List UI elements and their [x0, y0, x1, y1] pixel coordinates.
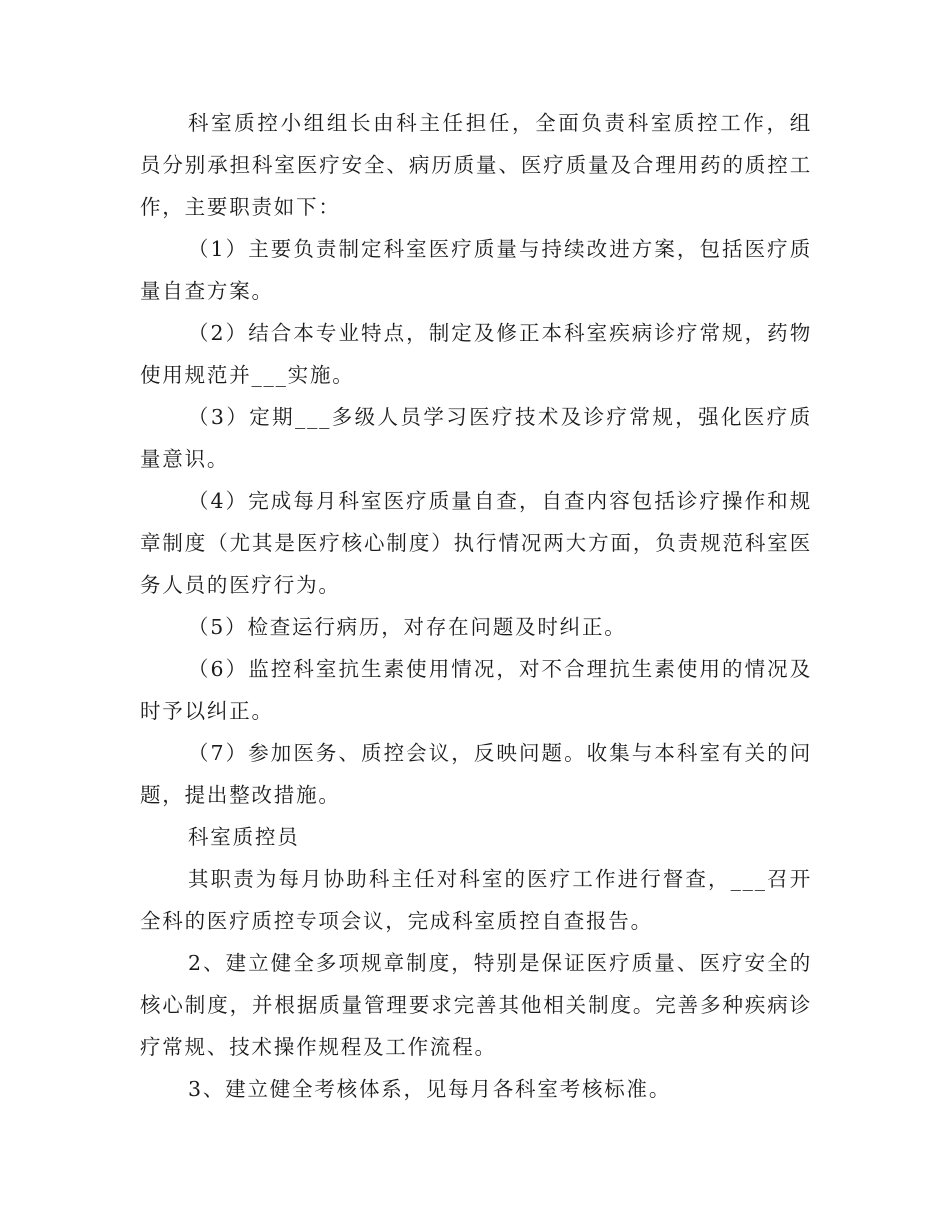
paragraph-item-2: 2、建立健全多项规章制度，特别是保证医疗质量、医疗安全的核心制度，并根据质量管理要求完善其他相关制度。完善多种疾病诊疗常规、技术操作规程及工作流程。 [140, 951, 812, 1059]
section-heading-qc-staff: 科室质控员 [188, 825, 300, 849]
paragraph-duty-1: （1）主要负责制定科室医疗质量与持续改进方案，包括医疗质量自查方案。 [140, 237, 812, 303]
paragraph-duty-2: （2）结合本专业特点，制定及修正本科室疾病诊疗常规，药物使用规范并___实施。 [140, 321, 812, 387]
paragraph-duty-7: （7）参加医务、质控会议，反映问题。收集与本科室有关的问题，提出整改措施。 [140, 741, 812, 807]
paragraph-duty-6: （6）监控科室抗生素使用情况，对不合理抗生素使用的情况及时予以纠正。 [140, 657, 812, 723]
paragraph-duty-3: （3）定期___多级人员学习医疗技术及诊疗常规，强化医疗质量意识。 [140, 405, 812, 471]
paragraph-intro: 科室质控小组组长由科主任担任，全面负责科室质控工作，组员分别承担科室医疗安全、病历质量、医疗质量及合理用药的质控工作，主要职责如下： [140, 111, 812, 219]
document-body [140, 102, 812, 1110]
paragraph-duty-5: （5）检查运行病历，对存在问题及时纠正。 [188, 615, 627, 639]
paragraph-item-3: 3、建立健全考核体系，见每月各科室考核标准。 [188, 1077, 672, 1101]
paragraph-duty-4: （4）完成每月科室医疗质量自查，自查内容包括诊疗操作和规章制度（尤其是医疗核心制度）执行情况两大方面，负责规范科室医务人员的医疗行为。 [140, 489, 812, 597]
paragraph-qc-staff-duty: 其职责为每月协助科主任对科室的医疗工作进行督查，___召开全科的医疗质控专项会议，完成科室质控自查报告。 [140, 867, 812, 933]
